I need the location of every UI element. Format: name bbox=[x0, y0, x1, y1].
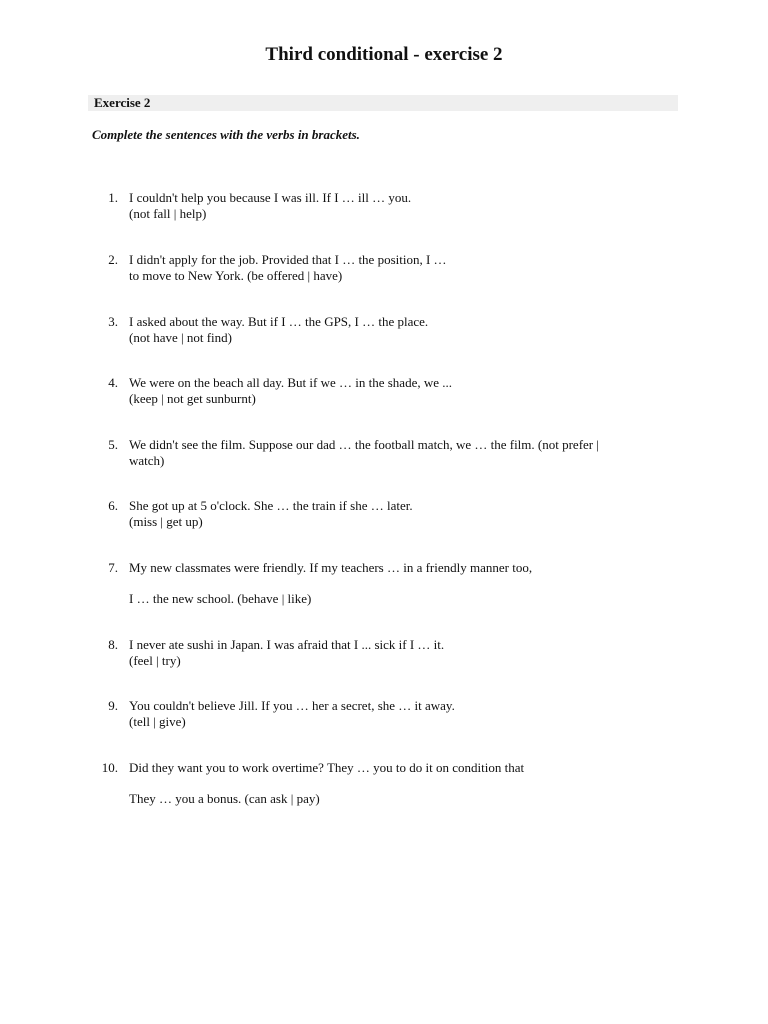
item-number: 4. bbox=[108, 375, 118, 390]
item-sentence: I never ate sushi in Japan. I was afraid that I ... sick if I … it. bbox=[129, 637, 445, 652]
page-title: Third conditional - exercise 2 bbox=[265, 44, 503, 65]
item-number: 10. bbox=[101, 760, 118, 775]
item-sentence: I couldn't help you because I was ill. If I … ill … you. bbox=[129, 190, 412, 205]
item-sentence: I asked about the way. But if I … the GPS, I … the place. bbox=[129, 314, 429, 329]
item-number: 7. bbox=[108, 560, 118, 575]
item-verbs-hint: (miss | get up) bbox=[129, 514, 203, 529]
item-verbs-hint: (keep | not get sunburnt) bbox=[129, 391, 256, 406]
item-sentence: I didn't apply for the job. Provided that I … the position, I … bbox=[129, 252, 447, 267]
item-number: 2. bbox=[108, 252, 118, 267]
item-verbs-hint: They … you a bonus. (can ask | pay) bbox=[129, 791, 320, 806]
item-number: 8. bbox=[108, 637, 118, 652]
item-verbs-hint: (feel | try) bbox=[129, 653, 181, 668]
item-number: 3. bbox=[108, 314, 118, 329]
item-sentence: My new classmates were friendly. If my teachers … in a friendly manner too, bbox=[129, 560, 533, 575]
item-verbs-hint: (not have | not find) bbox=[129, 330, 232, 345]
item-sentence: We were on the beach all day. But if we … in the shade, we ... bbox=[129, 375, 453, 390]
item-verbs-hint: (tell | give) bbox=[129, 714, 186, 729]
item-verbs-hint: to move to New York. (be offered | have) bbox=[129, 268, 343, 283]
item-number: 6. bbox=[108, 498, 118, 513]
instruction-text: Complete the sentences with the verbs in brackets. bbox=[92, 127, 360, 142]
section-label: Exercise 2 bbox=[94, 95, 151, 110]
item-verbs-hint: (not fall | help) bbox=[129, 206, 207, 221]
item-sentence: Did they want you to work overtime? They … you to do it on condition that bbox=[129, 760, 525, 775]
section-header-bar bbox=[88, 95, 678, 111]
item-number: 9. bbox=[108, 698, 118, 713]
item-verbs-hint: I … the new school. (behave | like) bbox=[129, 591, 312, 606]
item-sentence: She got up at 5 o'clock. She … the train if she … later. bbox=[129, 498, 413, 513]
item-verbs-hint: watch) bbox=[129, 453, 165, 468]
item-number: 1. bbox=[108, 190, 118, 205]
item-sentence: You couldn't believe Jill. If you … her a secret, she … it away. bbox=[129, 698, 455, 713]
item-number: 5. bbox=[108, 437, 118, 452]
item-sentence: We didn't see the film. Suppose our dad … the football match, we … the film. (not prefer | bbox=[129, 437, 599, 452]
